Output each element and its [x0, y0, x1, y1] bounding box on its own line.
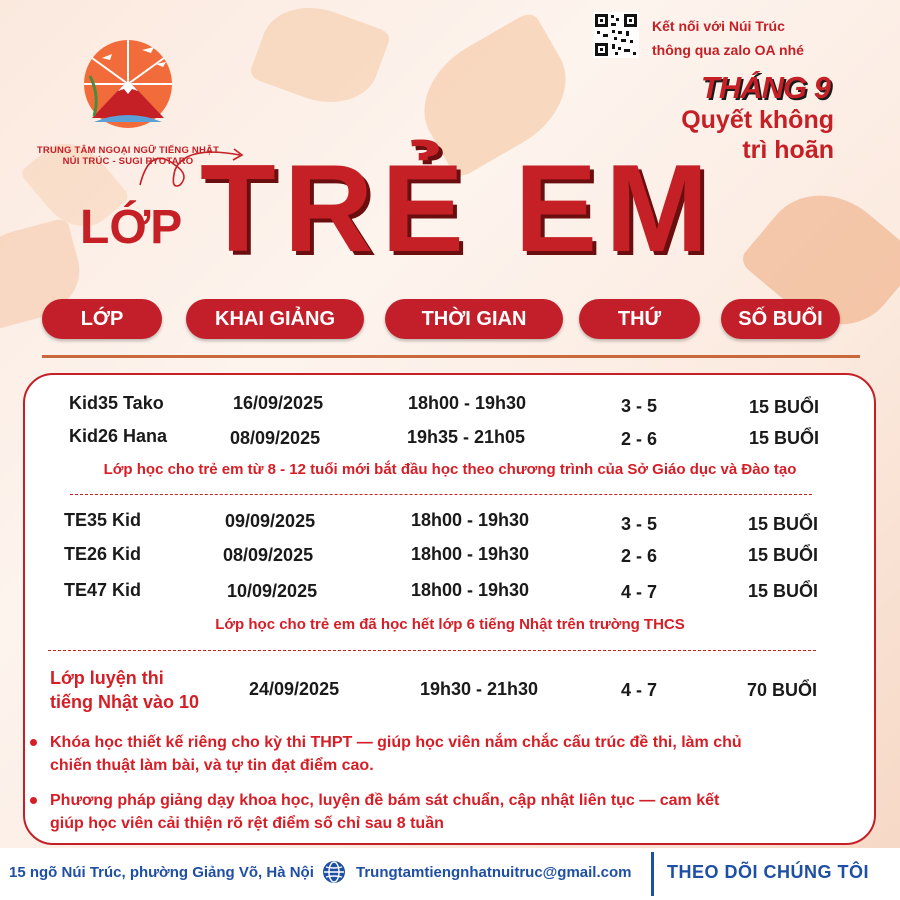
- mountain-sun-logo-icon: [72, 28, 184, 140]
- exam-class-line2: tiếng Nhật vào 10: [50, 692, 200, 712]
- month-label: THÁNG 9: [700, 70, 830, 105]
- header-time: THỜI GIAN: [385, 299, 563, 339]
- page-title: TRẺ EM: [200, 140, 717, 278]
- header-divider: [42, 355, 860, 358]
- bullet-dot-icon: [30, 739, 37, 746]
- group2-note: Lớp học cho trẻ em đã học hết lớp 6 tiếng Nhật trên trường THCS: [215, 616, 685, 633]
- table-cell: 24/09/2025: [249, 679, 340, 699]
- table-cell: 18h00 - 19h30: [411, 544, 530, 564]
- table-cell: 70 BUỔI: [747, 680, 818, 700]
- table-cell: 16/09/2025: [233, 393, 324, 413]
- decor-leaf: [248, 0, 392, 118]
- header-sessions: SỐ BUỔI: [721, 299, 840, 339]
- bullet-line: chiến thuật làm bài, và tự tin đạt điểm cao.: [50, 757, 374, 774]
- table-cell: 19h30 - 21h30: [420, 679, 539, 699]
- connect-line1: Kết nối với Núi Trúc: [652, 18, 785, 34]
- bullet-line: Phương pháp giảng dạy khoa học, luyện đề bám sát chuẩn, cập nhật liên tục — cam kết: [50, 792, 720, 809]
- tagline-line2: trì hoãn: [742, 136, 834, 164]
- table-cell: 3 - 5: [621, 396, 658, 416]
- table-cell: 15 BUỔI: [748, 545, 819, 565]
- table-cell: 08/09/2025: [223, 545, 314, 565]
- table-cell: 09/09/2025: [225, 511, 316, 531]
- qr-code-icon[interactable]: [593, 12, 639, 58]
- footer-address: 15 ngõ Núi Trúc, phường Giảng Võ, Hà Nội: [9, 864, 314, 881]
- table-cell: Kid35 Tako: [69, 393, 164, 413]
- bullet-line: Khóa học thiết kế riêng cho kỳ thi THPT — giúp học viên nắm chắc cấu trúc đề thi, làm chủ: [50, 734, 742, 751]
- globe-icon: [322, 860, 346, 884]
- header-days: THỨ: [579, 299, 700, 339]
- table-cell: 08/09/2025: [230, 428, 321, 448]
- table-cell: 18h00 - 19h30: [411, 510, 530, 530]
- dashed-divider: [48, 650, 816, 651]
- table-cell: 15 BUỔI: [748, 581, 819, 601]
- table-cell: 15 BUỔI: [749, 397, 820, 417]
- bullet-item: [50, 731, 742, 777]
- header-class: LỚP: [42, 299, 162, 339]
- footer-email-link[interactable]: Trungtamtiengnhatnuitruc@gmail.com: [356, 864, 632, 881]
- connect-line2: thông qua zalo OA nhé: [652, 42, 804, 58]
- dashed-divider: [70, 494, 812, 495]
- table-cell: 19h35 - 21h05: [407, 427, 526, 447]
- table-cell: 2 - 6: [621, 429, 658, 449]
- logo-text-line1: TRUNG TÂM NGOẠI NGỮ TIẾNG NHẬT: [36, 145, 220, 156]
- table-cell: 15 BUỔI: [749, 428, 820, 448]
- table-cell: TE47 Kid: [64, 580, 142, 600]
- table-cell: Kid26 Hana: [69, 426, 168, 446]
- follow-us-link[interactable]: THEO DÕI CHÚNG TÔI: [667, 862, 869, 882]
- logo-text-line2: NÚI TRÚC - SUGI RYOTARO: [62, 156, 194, 167]
- table-cell: 4 - 7: [621, 582, 658, 602]
- title-prefix: LỚP: [80, 201, 183, 254]
- table-cell: TE35 Kid: [64, 510, 142, 530]
- bullet-item: [50, 789, 719, 835]
- table-cell: TE26 Kid: [64, 544, 142, 564]
- table-cell: 4 - 7: [621, 680, 658, 700]
- table-cell: 18h00 - 19h30: [411, 580, 530, 600]
- table-cell: 18h00 - 19h30: [408, 393, 527, 413]
- bullet-dot-icon: [30, 797, 37, 804]
- tagline-line1: Quyết không: [681, 106, 834, 134]
- table-cell: 2 - 6: [621, 546, 658, 566]
- table-cell: 3 - 5: [621, 514, 658, 534]
- zalo-connect-text: [652, 14, 804, 62]
- exam-class-name: [50, 666, 199, 714]
- group1-note: Lớp học cho trẻ em từ 8 - 12 tuổi mới bắt đầu học theo chương trình của Sở Giáo dục và Đào tạo: [103, 461, 797, 478]
- header-start-date: KHAI GIẢNG: [186, 299, 364, 339]
- bullet-line: giúp học viên cải thiện rõ rệt điểm số chỉ sau 8 tuần: [50, 815, 444, 832]
- table-cell: 15 BUỔI: [748, 514, 819, 534]
- footer-separator: [651, 852, 654, 896]
- table-cell: 10/09/2025: [227, 581, 318, 601]
- exam-class-line1: Lớp luyện thi: [50, 668, 164, 688]
